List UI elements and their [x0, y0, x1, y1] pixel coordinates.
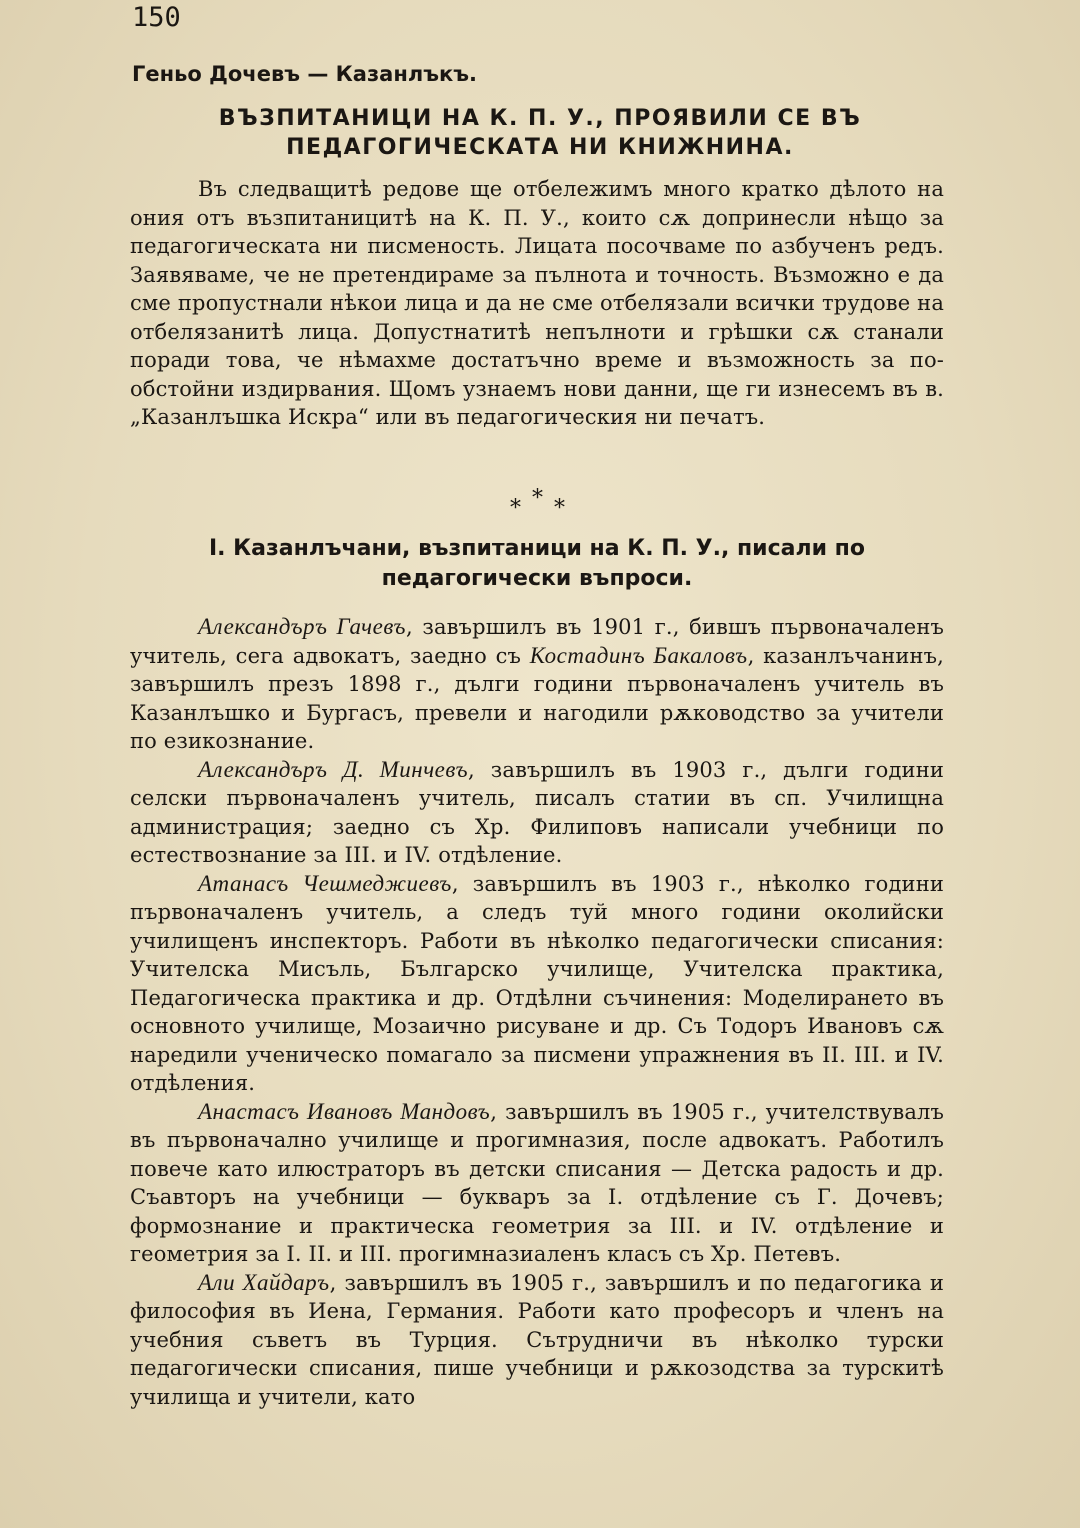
list-item	[130, 1269, 944, 1412]
list-item	[130, 613, 944, 756]
author-line: Геньо Дочевъ — Казанлъкъ.	[132, 62, 478, 86]
entry-text: , казанлъчанинъ, завършилъ презъ 1898 г., дълги години първоначаленъ учитель въ Казанлъшко и Бургасъ, превели и нагодили рѫководство за учители по езикознание.	[130, 643, 944, 753]
separator-star: *	[554, 496, 565, 521]
entry-text: , завършилъ въ 1903 г., дълги години селски първоначаленъ учитель, писалъ статии въ сп. Училищна администрация; заедно съ Хр. Филиповъ написали учебници по естествознание за III. и IV. отдѣление.	[130, 757, 944, 867]
entry-name: Анастасъ Ивановъ Мандовъ	[198, 1098, 491, 1124]
separator-star: *	[510, 496, 521, 521]
page-number: 150	[132, 2, 181, 33]
separator-star: *	[532, 486, 543, 511]
entry-text: , завършилъ въ 1903 г., нѣколко години първоначаленъ учитель, а следъ туй много години околийски училищенъ инспекторъ. Работи въ нѣколко педагогически списания: Учителска Мисъль, Българско училище, Учителска практика, Педагогическа практика и др. Отдѣлни съчинения: Моделирането въ основното училище, Мозаично рисуване и др. Съ Тодоръ Ивановъ сѫ наредили ученическо помагало за писмени упражнения въ II. III. и IV. отдѣления.	[130, 871, 944, 1095]
list-item	[130, 870, 944, 1098]
intro-paragraph	[130, 175, 944, 432]
entry-name: Александъръ Д. Минчевъ	[198, 756, 469, 782]
entry-text: , завършилъ въ 1905 г., завършилъ и по педагогика и философия въ Иена, Германия. Работи като професоръ и членъ на учебния съветъ въ Турция. Сътрудничи въ нѣколко турски педагогически списания, пише учебници и рѫкозодства за турскитѣ училища и учители, като	[130, 1270, 944, 1409]
section-separator	[508, 486, 568, 520]
section-title: I. Казанлъчани, възпитаници на К. П. У., писали по педагогически въпроси.	[208, 536, 865, 591]
entry-name: Костадинъ Бакаловъ	[529, 642, 748, 668]
list-item	[130, 1098, 944, 1269]
entry-name: Атанасъ Чешмеджиевъ	[198, 870, 452, 896]
entries-list	[130, 613, 944, 1411]
entry-name: Али Хайдаръ	[198, 1269, 330, 1295]
list-item	[130, 756, 944, 870]
intro-text: Въ следващитѣ редове ще отбележимъ много кратко дѣлото на ония отъ възпитаницитѣ на К. П. У., които сѫ допринесли нѣщо за педагогическата ни писменость. Лицата посочваме по азбученъ редъ. Заявяваме, че не претендираме за пълнота и точность. Възможно е да сме пропустнали нѣкои лица и да не сме отбелязали всички трудове на отбелязанитѣ лица. Допустнатитѣ непълноти и грѣшки сѫ станали поради това, че нѣмахме достатъчно време и възможность за по-обстойни издирвания. Щомъ узнаемъ нови данни, ще ги изнесемъ въ в. „Казанлъшка Искра“ или въ педагогическия ни печатъ.	[130, 177, 944, 429]
article-title: ВЪЗПИТАНИЦИ НА К. П. У., ПРОЯВИЛИ СЕ ВЪ ПЕДАГОГИЧЕСКАТА НИ КНИЖНИНА.	[218, 106, 862, 160]
entry-text: , завършилъ въ 1905 г., учителствувалъ въ първоначално училище и прогимназия, после адвокатъ. Работилъ повече като илюстраторъ въ детски списания — Детска радость и др. Съавторъ на учебници — букваръ за I. отдѣление съ Г. Дочевъ; формознание и практическа геометрия за III. и IV. отдѣление и геометрия за I. II. и III. прогимназиаленъ класъ съ Хр. Петевъ.	[130, 1099, 944, 1266]
entry-text: , завършилъ въ 1901 г., бившъ първоначаленъ учитель, сега адвокатъ, заедно съ	[130, 615, 944, 668]
entry-name: Александъръ Гачевъ	[198, 614, 406, 639]
